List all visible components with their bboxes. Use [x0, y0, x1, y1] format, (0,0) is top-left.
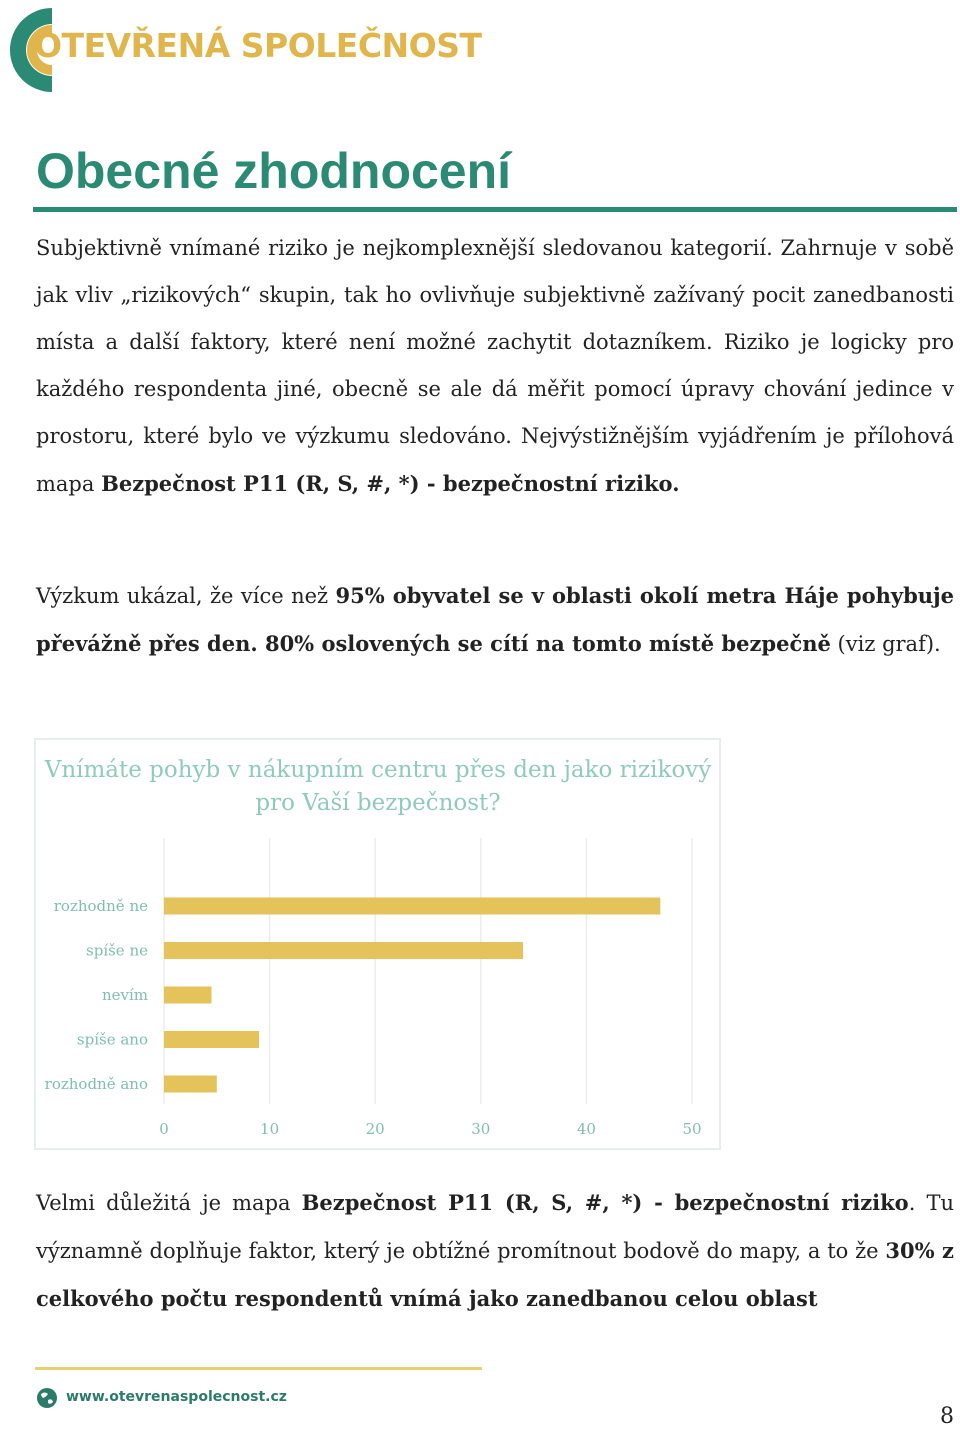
- bar: [164, 942, 523, 959]
- findings-bold: 95% obyvatel se v oblasti okolí metra Háje pohybuje převážně přes den. 80% oslovených se cítí na tomto místě bezpečně: [36, 583, 954, 656]
- findings-text-1: Výzkum ukázal, že více než: [36, 584, 336, 608]
- footer-rule: [35, 1367, 482, 1370]
- x-tick-label: 0: [159, 1120, 169, 1138]
- footer-website-link[interactable]: www.otevrenaspolecnost.cz: [66, 1389, 287, 1405]
- category-label: rozhodně ano: [44, 1075, 148, 1093]
- x-tick-label: 30: [471, 1120, 491, 1138]
- x-tick-label: 50: [682, 1120, 702, 1138]
- conclusion-text-1: Velmi důležitá je mapa: [36, 1191, 302, 1215]
- conclusion-bold-map-reference: Bezpečnost P11 (R, S, #, *) - bezpečnostní riziko: [301, 1190, 909, 1215]
- x-tick-label: 20: [365, 1120, 385, 1138]
- bar: [164, 1031, 259, 1048]
- category-label: nevím: [101, 986, 148, 1004]
- findings-paragraph: [36, 572, 954, 668]
- page-title: Obecné zhodnocení: [36, 143, 512, 199]
- conclusion-text-2: . Tu významně doplňuje faktor, který je obtížné promítnout bodově do mapy, a to že: [36, 1191, 955, 1263]
- conclusion-bold-statistic: 30% z celkového počtu respondentů vnímá jako zanedbanou celou oblast: [36, 1238, 954, 1311]
- findings-text-2: (viz graf).: [830, 632, 941, 656]
- logo-text: OTEVŘENÁ SPOLEČNOST: [34, 26, 482, 65]
- page-number: 8: [940, 1404, 954, 1429]
- bar-chart: [34, 738, 721, 1150]
- chart-title: Vnímáte pohyb v nákupním centru přes den jako rizikový pro Vaší bezpečnost?: [44, 757, 712, 816]
- conclusion-paragraph: [36, 1179, 954, 1323]
- x-tick-label: 10: [260, 1120, 280, 1138]
- bar: [164, 987, 212, 1004]
- bar: [164, 898, 660, 915]
- category-label: spíše ano: [76, 1030, 148, 1049]
- bar: [164, 1076, 217, 1093]
- globe-icon: [36, 1387, 58, 1409]
- intro-paragraph: [36, 225, 954, 508]
- category-label: spíše ne: [86, 941, 148, 960]
- intro-bold-map-reference: Bezpečnost P11 (R, S, #, *) - bezpečnostní riziko.: [101, 471, 680, 496]
- intro-text: Subjektivně vnímané riziko je nejkomplexnější sledovanou kategorií. Zahrnuje v sobě jak vliv „rizikových“ skupin, tak ho ovlivňuje subjektivně zažívaný pocit zanedbanosti místa a další faktory, které není možné zachytit dotazníkem. Riziko je logicky pro každého respondenta jiné, obecně se ale dá měřit pomocí úpravy chování jedince v prostoru, které bylo ve výzkumu sledováno. Nejvýstižnějším vyjádřením je přílohová mapa: [36, 236, 954, 496]
- title-underline: [33, 207, 957, 212]
- x-tick-label: 40: [576, 1120, 596, 1138]
- category-label: rozhodně ne: [53, 897, 148, 915]
